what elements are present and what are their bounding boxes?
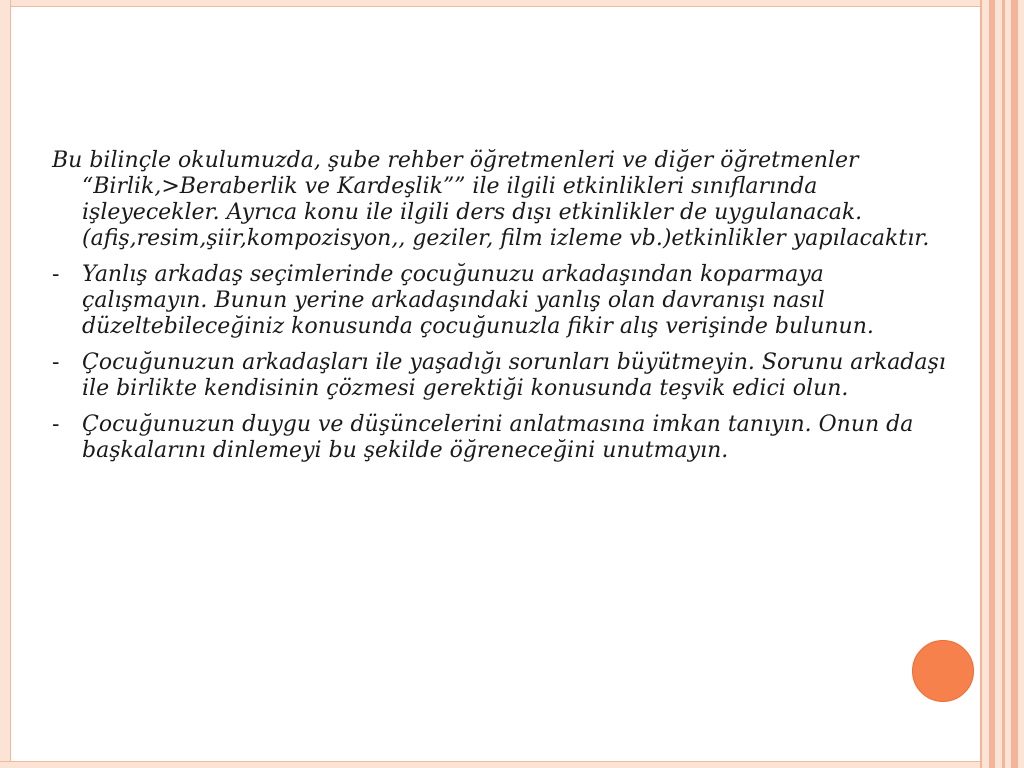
bullet-text: Çocuğunuzun arkadaşları ile yaşadığı sorunları büyütmeyin. Sorunu arkadaşı ile birlikte kendisinin çözmesi gerektiği konusunda teşvik edici olun. bbox=[82, 350, 946, 401]
stripe-4 bbox=[1011, 0, 1018, 768]
frame-left-border bbox=[0, 0, 11, 768]
intro-text: Bu bilinçle okulumuzda, şube rehber öğretmenleri ve diğer öğretmenler “Birlik,>Beraberlik ve Kardeşlik”” ile ilgili etkinlikleri sınıflarında işleyecekler. Ayrıca konu ile ilgili ders dışı etkinlikler de uygulanacak.(afiş,resim,şiir,kompozisyon,, geziler, film izleme vb.)etkinlikler yapılacaktır. bbox=[52, 148, 930, 251]
frame-top-border bbox=[0, 0, 1024, 7]
bullet-marker: - bbox=[52, 262, 60, 287]
bullet-marker: - bbox=[52, 412, 60, 437]
bullet-text: Çocuğunuzun duygu ve düşüncelerini anlatmasına imkan tanıyın. Onun da başkalarını dinlemeyi bu şekilde öğreneceğini unutmayın. bbox=[82, 412, 914, 463]
decorative-stripes bbox=[980, 0, 1024, 768]
bullet-item bbox=[52, 412, 952, 464]
intro-paragraph bbox=[52, 148, 952, 252]
stripe-3 bbox=[1002, 0, 1005, 768]
frame-bottom-border bbox=[0, 761, 1024, 768]
stripe-2 bbox=[989, 0, 995, 768]
bullet-item bbox=[52, 350, 952, 402]
decorative-circle-icon bbox=[912, 640, 974, 702]
stripe-1 bbox=[980, 0, 982, 768]
bullet-text: Yanlış arkadaş seçimlerinde çocuğunuzu arkadaşından koparmaya çalışmayın. Bunun yerine arkadaşındaki yanlış olan davranışı nasıl düzeltebileceğiniz konusunda çocuğunuzla fikir alış verişinde bulunun. bbox=[82, 262, 874, 339]
bullet-item bbox=[52, 262, 952, 340]
bullet-marker: - bbox=[52, 350, 60, 375]
slide-body bbox=[52, 148, 952, 474]
